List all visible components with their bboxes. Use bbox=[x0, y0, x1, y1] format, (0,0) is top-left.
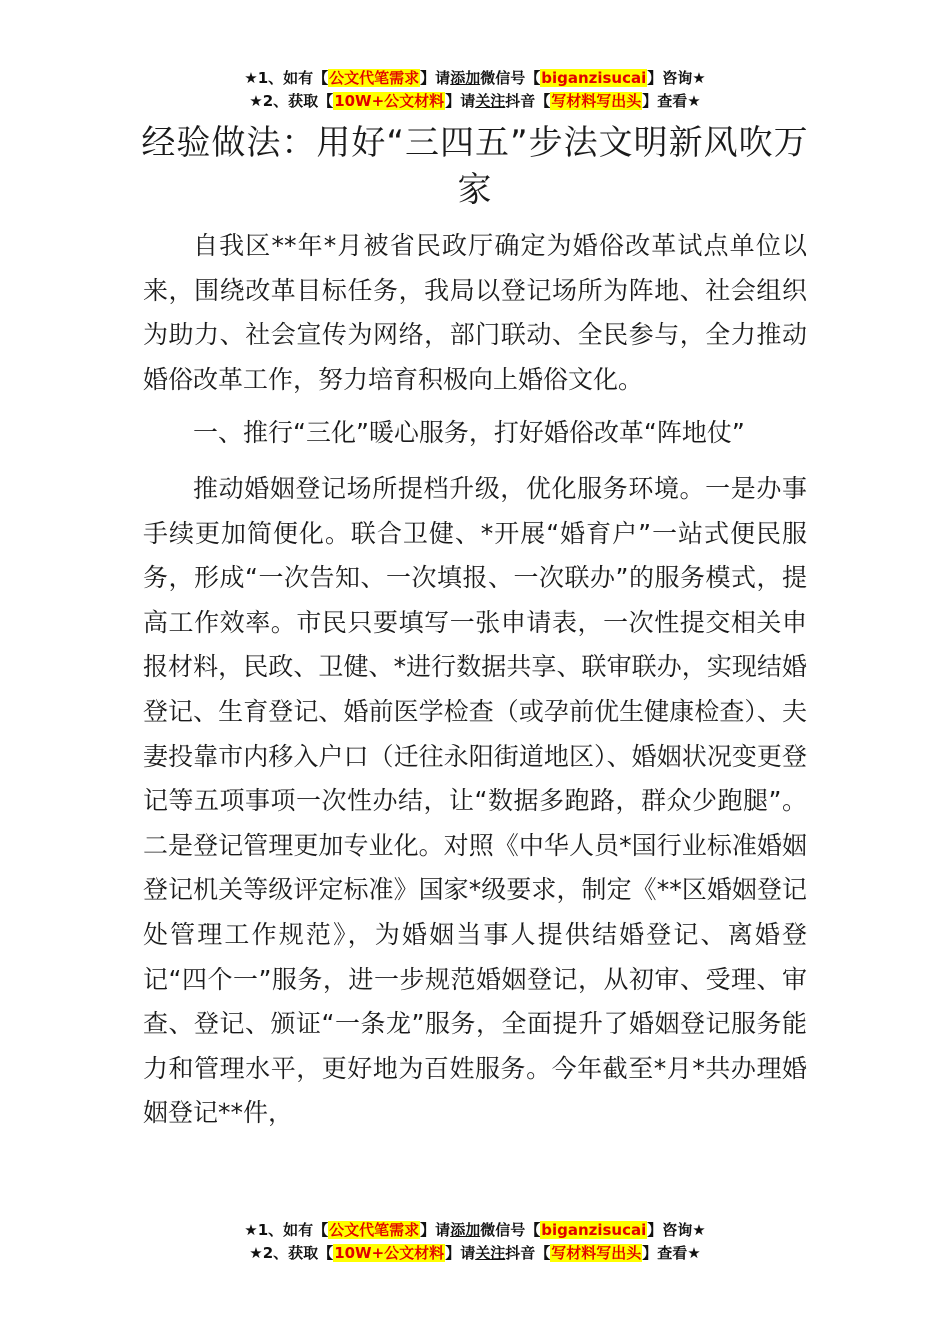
intro-paragraph: 自我区**年*月被省民政厅确定为婚俗改革试点单位以来，围绕改革目标任务，我局以登记场所为阵地、社会组织为助力、社会宣传为网络，部门联动、全民参与，全力推动婚俗改革工作，努力培育积极向上婚俗文化。 bbox=[143, 231, 807, 394]
document-title: 经验做法：用好“三四五”步法文明新风吹万家 bbox=[141, 123, 809, 210]
highlight-douyin-account: 写材料写出头 bbox=[551, 92, 642, 110]
promo-banner-top bbox=[0, 67, 950, 113]
highlight-wechat-id: biganzisucai bbox=[541, 69, 647, 87]
promo-line-1: ★1、如有【公文代笔需求】请添加微信号【biganzisucai】咨询★ bbox=[244, 69, 706, 87]
promo-line-2: ★2、获取【10W+公文材料】请关注抖音【写材料写出头】查看★ bbox=[249, 92, 701, 110]
body-paragraph: 推动婚姻登记场所提档升级，优化服务环境。一是办事手续更加简便化。联合卫健、*开展“婚育户”一站式便民服务，形成“一次告知、一次填报、一次联办”的服务模式，提高工作效率。市民只要填写一张申请表，一次性提交相关申报材料，民政、卫健、*进行数据共享、联审联办，实现结婚登记、生育登记、婚前医学检查（或孕前优生健康检查）、夫妻投靠市内移入户口（迁往永阳街道地区）、婚姻状况变更登记等五项事项一次性办结，让“数据多跑路，群众少跑腿”。二是登记管理更加专业化。对照《中华人员*国行业标准婚姻登记机关等级评定标准》国家*级要求，制定《**区婚姻登记处管理工作规范》，为婚姻当事人提供结婚登记、离婚登记“四个一”服务，进一步规范婚姻登记，从初审、受理、审查、登记、颁证“一条龙”服务，全面提升了婚姻登记服务能力和管理水平，更好地为百姓服务。今年截至*月*共办理婚姻登记**件， bbox=[143, 473, 807, 1128]
section-heading-1: 一、推行“三化”暖心服务，打好婚俗改革“阵地仗” bbox=[193, 418, 745, 448]
highlight-ghostwriting: 公文代笔需求 bbox=[329, 69, 420, 87]
highlight-materials: 10W+公文材料 bbox=[334, 92, 445, 110]
highlight-materials: 10W+公文材料 bbox=[334, 1244, 445, 1262]
highlight-ghostwriting: 公文代笔需求 bbox=[329, 1221, 420, 1239]
promo-line-2: ★2、获取【10W+公文材料】请关注抖音【写材料写出头】查看★ bbox=[249, 1244, 701, 1262]
promo-banner-bottom bbox=[0, 1219, 950, 1265]
highlight-wechat-id: biganzisucai bbox=[541, 1221, 647, 1239]
promo-line-1: ★1、如有【公文代笔需求】请添加微信号【biganzisucai】咨询★ bbox=[244, 1221, 706, 1239]
document-body bbox=[143, 224, 807, 1136]
highlight-douyin-account: 写材料写出头 bbox=[551, 1244, 642, 1262]
